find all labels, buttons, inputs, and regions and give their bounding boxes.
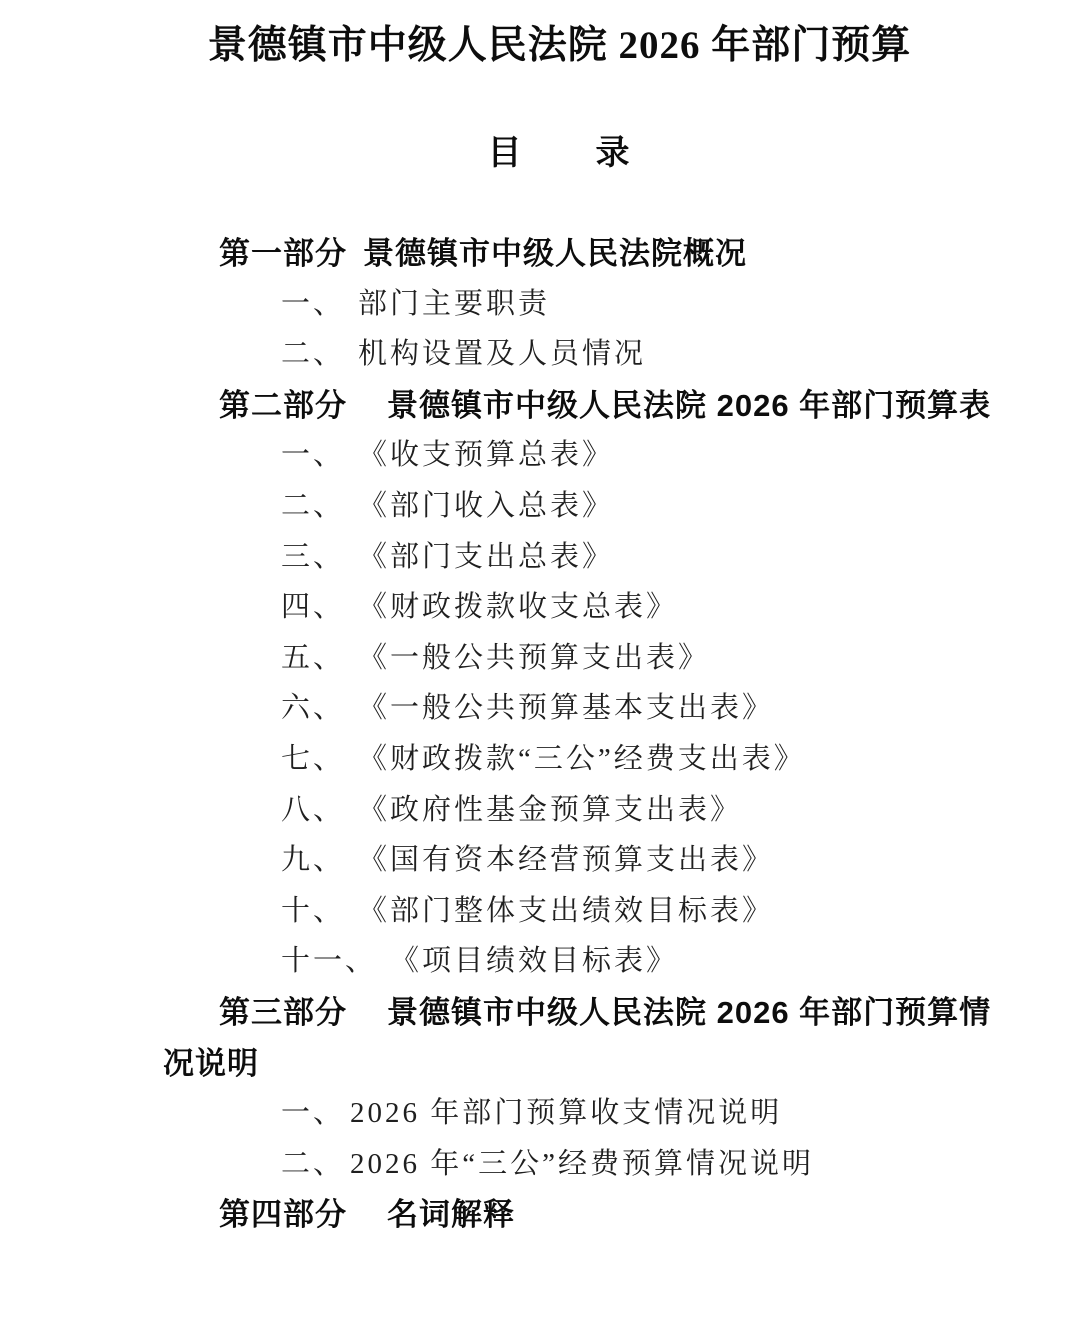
page-content [0, 22, 1074, 1237]
item-number: 五、 [281, 641, 346, 674]
item-number: 四、 [281, 591, 346, 624]
toc-item [163, 1136, 956, 1187]
item-text: 《项目绩效目标表》 [390, 945, 679, 978]
item-number: 二、 [281, 490, 346, 523]
section-title-line2: 况说明 [163, 1045, 259, 1081]
item-number: 八、 [281, 793, 346, 826]
section-label: 第一部分 [219, 236, 347, 272]
item-number: 十、 [281, 894, 346, 927]
toc-item [163, 681, 956, 732]
toc-section-1-heading [163, 225, 956, 276]
toc-item [163, 883, 956, 934]
item-text: 《政府性基金预算支出表》 [358, 793, 743, 826]
section-title: 景德镇市中级人民法院 2026 年部门预算表 [387, 387, 992, 423]
toc-item [163, 782, 956, 833]
table-of-contents [163, 225, 992, 1237]
item-number: 一、 [281, 287, 346, 320]
item-number: 三、 [281, 540, 346, 573]
item-number: 二、 [281, 1147, 346, 1180]
section-title: 景德镇市中级人民法院概况 [363, 236, 747, 272]
toc-item [163, 1085, 956, 1136]
item-text: 2026 年部门预算收支情况说明 [350, 1097, 783, 1130]
toc-item [163, 731, 956, 782]
item-text: 《收支预算总表》 [358, 439, 615, 472]
toc-item [163, 478, 956, 529]
item-number: 十一、 [281, 945, 378, 978]
item-number: 七、 [281, 742, 346, 775]
item-text: 《一般公共预算支出表》 [358, 641, 711, 674]
item-text: 《国有资本经营预算支出表》 [358, 844, 775, 877]
toc-section-3-heading [163, 984, 992, 1035]
item-number: 六、 [281, 692, 346, 725]
toc-item [163, 529, 956, 580]
item-text: 《财政拨款收支总表》 [358, 591, 679, 624]
item-text: 《部门整体支出绩效目标表》 [358, 894, 775, 927]
toc-item [163, 934, 956, 985]
section-label: 第二部分 [219, 387, 347, 423]
item-number: 一、 [281, 439, 346, 472]
item-text: 《部门支出总表》 [358, 540, 615, 573]
item-number: 一、 [281, 1097, 346, 1130]
item-text: 《财政拨款“三公”经费支出表》 [358, 742, 806, 775]
toc-title: 目 录 [487, 134, 632, 172]
toc-item [163, 579, 956, 630]
item-text: 部门主要职责 [358, 287, 551, 320]
item-text: 2026 年“三公”经费预算情况说明 [350, 1147, 815, 1180]
section-label: 第四部分 [219, 1197, 347, 1233]
toc-item [163, 428, 956, 479]
section-label: 第三部分 [219, 994, 347, 1030]
section-title: 名词解释 [387, 1197, 515, 1233]
item-number: 二、 [281, 338, 346, 371]
item-number: 九、 [281, 844, 346, 877]
item-text: 《一般公共预算基本支出表》 [358, 692, 775, 725]
toc-item [163, 630, 956, 681]
toc-item [163, 276, 956, 327]
toc-section-2-heading [163, 377, 992, 428]
document-title: 景德镇市中级人民法院 2026 年部门预算 [207, 24, 912, 67]
section-title-line1: 景德镇市中级人民法院 2026 年部门预算情 [387, 994, 992, 1030]
toc-section-4-heading [163, 1187, 956, 1238]
toc-section-3-heading-continuation [163, 1035, 956, 1086]
item-text: 《部门收入总表》 [358, 490, 615, 523]
toc-item [163, 326, 956, 377]
item-text: 机构设置及人员情况 [358, 338, 647, 371]
toc-item [163, 832, 956, 883]
